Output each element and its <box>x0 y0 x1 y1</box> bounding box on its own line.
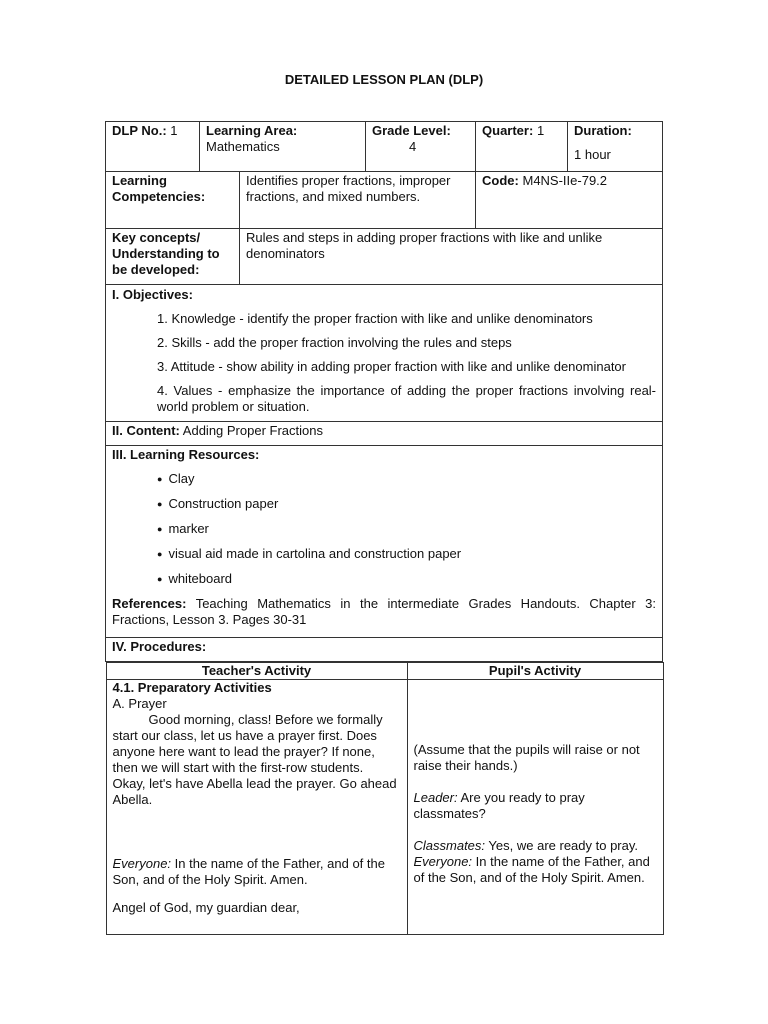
pupil-everyone <box>414 854 657 886</box>
resource-item: ● visual aid made in cartolina and construction paper <box>157 546 656 563</box>
pupil-activity-header: Pupil's Activity <box>407 663 663 680</box>
resources-cell <box>106 446 663 638</box>
objective-item: 4. Values - emphasize the importance of adding the proper fractions involving real-world problem or situation. <box>157 383 657 414</box>
teacher-activity-header: Teacher's Activity <box>106 663 407 680</box>
pupil-paragraph-1: (Assume that the pupils will raise or not raise their hands.) <box>413 742 640 773</box>
teacher-paragraph-1: Good morning, class! Before we formally start our class, let us have a prayer first. Does anyone here want to lead the prayer? If none, then we will start with the first-row students. <box>112 712 383 775</box>
pupil-classmates <box>414 838 657 854</box>
content-text: Adding Proper Fractions <box>182 423 323 438</box>
pupil-classmates-text: Yes, we are ready to pray. <box>488 838 639 853</box>
resource-item: ● Clay <box>157 471 656 488</box>
code-value: M4NS-IIe-79.2 <box>522 173 608 188</box>
grade-level-cell <box>366 122 476 172</box>
teacher-everyone-text: In the name of the Father, and of the Son, and of the Holy Spirit. Amen. <box>112 856 385 887</box>
grade-level-label: Grade Level: <box>372 123 451 138</box>
teacher-activity-cell <box>106 680 407 935</box>
competencies-label: Learning Competencies: <box>106 172 240 229</box>
teacher-everyone-label: Everyone: <box>112 856 172 871</box>
document-title: DETAILED LESSON PLAN (DLP) <box>284 72 484 87</box>
key-concepts-row <box>106 229 663 285</box>
pupil-leader-label: Leader: <box>413 790 458 805</box>
duration-label: Duration: <box>574 123 632 138</box>
teacher-angel-line: Angel of God, my guardian dear, <box>112 900 300 915</box>
resources-list <box>112 471 656 588</box>
pupil-activity-cell <box>407 680 663 935</box>
references-label: References: <box>112 596 187 611</box>
quarter-value: 1 <box>536 123 545 138</box>
references <box>112 596 656 628</box>
lesson-plan-table <box>105 121 663 935</box>
resources-row <box>106 446 663 638</box>
teacher-everyone <box>113 856 401 888</box>
activities-table <box>106 662 664 935</box>
objective-item: 2. Skills - add the proper fraction involving the rules and steps <box>157 335 512 350</box>
activities-row <box>106 662 663 936</box>
resource-item: ● Construction paper <box>157 496 656 513</box>
content-label: II. Content: <box>112 423 180 438</box>
resources-label: III. Learning Resources: <box>112 447 260 462</box>
objective-item: 1. Knowledge - identify the proper fraction with like and unlike denominators <box>157 311 593 326</box>
learning-area-cell <box>200 122 366 172</box>
prayer-subtitle: A. Prayer <box>112 696 167 711</box>
dlp-no-value: 1 <box>170 123 178 138</box>
pupil-everyone-text: In the name of the Father, and of the Son, and of the Holy Spirit. Amen. <box>413 854 650 885</box>
key-concepts-label: Key concepts/ Understanding to be developed: <box>106 229 240 285</box>
key-concepts-text: Rules and steps in adding proper fractions with like and unlike denominators <box>240 229 663 285</box>
references-text: Teaching Mathematics in the intermediate Grades Handouts. Chapter 3: Fractions, Lesson 3. Pages 30-31 <box>112 596 656 627</box>
procedures-row <box>106 638 663 662</box>
procedures-label: IV. Procedures: <box>106 638 663 662</box>
pupil-everyone-label: Everyone: <box>413 854 473 869</box>
dlp-no-label: DLP No.: <box>112 123 167 138</box>
activities-body-row <box>106 680 663 935</box>
competencies-row <box>106 172 663 229</box>
header-row <box>106 122 663 172</box>
objectives-cell <box>106 285 663 422</box>
objectives-label: I. Objectives: <box>112 287 193 302</box>
section-title: 4.1. Preparatory Activities <box>112 680 272 695</box>
content-row <box>106 422 663 446</box>
grade-level-value: 4 <box>409 139 417 154</box>
pupil-leader-text: Are you ready to pray classmates? <box>413 790 585 821</box>
objective-item: 3. Attitude - show ability in adding proper fraction with like and unlike denominator <box>157 359 626 374</box>
code-label: Code: <box>482 173 519 188</box>
activities-header-row <box>106 663 663 680</box>
resource-item: ● whiteboard <box>157 571 656 588</box>
duration-value: 1 hour <box>574 147 611 162</box>
competencies-text: Identifies proper fractions, improper fractions, and mixed numbers. <box>240 172 476 229</box>
code-cell <box>476 172 663 229</box>
duration-cell <box>568 122 663 172</box>
pupil-leader <box>414 790 657 822</box>
learning-area-value: Mathematics <box>206 139 280 154</box>
dlp-no-cell <box>106 122 200 172</box>
learning-area-label: Learning Area: <box>206 123 298 138</box>
pupil-classmates-label: Classmates: <box>413 838 486 853</box>
resource-item: ● marker <box>157 521 656 538</box>
content-cell <box>106 422 663 446</box>
objectives-row <box>106 285 663 422</box>
activities-cell <box>106 662 663 936</box>
teacher-paragraph-2: Okay, let's have Abella lead the prayer. Go ahead Abella. <box>112 776 397 807</box>
quarter-label: Quarter: <box>482 123 534 138</box>
quarter-cell <box>476 122 568 172</box>
